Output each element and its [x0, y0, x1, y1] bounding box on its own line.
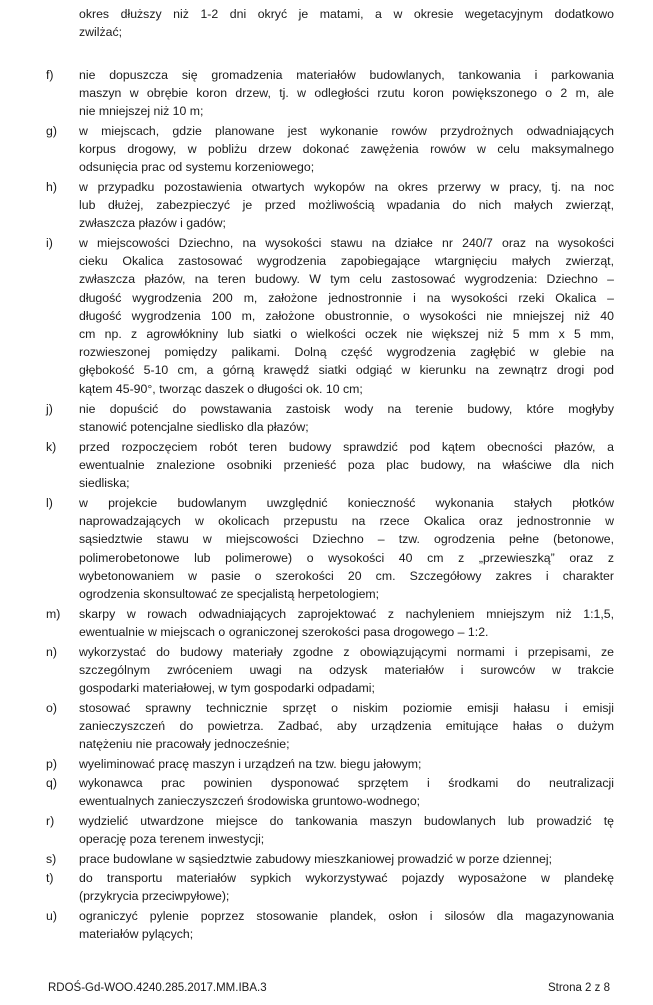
text-line: ewentualnie znalezione osobniki przenieść poza plac budowy, na właściwe dla nich: [79, 458, 614, 473]
text-line: okres dłuższy niż 1-2 dni okryć je matami, a w okresie wegetacyjnym dodatkowo: [79, 7, 614, 21]
list-item: [46, 699, 614, 754]
list-item: [46, 66, 614, 121]
list-item-text: [79, 869, 614, 905]
list-item: [46, 643, 614, 698]
list-item-text: [79, 699, 614, 754]
text-line: ogrodzenia skonsultować ze specjalistą herpetologiem;: [79, 587, 380, 602]
text-line: długość wygrodzenia 100 m, założone obustronnie, o wysokości nie mniejszej niż 40: [79, 308, 614, 323]
text-line: zwłaszcza płazów i gadów;: [79, 216, 226, 231]
list-item-text: [79, 605, 614, 641]
list-item: [46, 850, 614, 868]
text-line: nie dopuścić do powstawania zastoisk wody na terenie budowy, które mogłyby: [79, 402, 614, 416]
text-line: rozwieszonej pomiędzy palikami. Dolną część wygrodzenia zagłębić w glebie na: [79, 345, 614, 360]
list-item: [46, 178, 614, 233]
list-item-text: [79, 400, 614, 436]
text-line: naprowadzających w okolicach przepustu na rzece Okalica oraz jednostronnie w: [79, 514, 614, 529]
text-line: ograniczyć pylenie poprzez stosowanie plandek, osłon i silosów dla magazynowania: [79, 909, 614, 923]
list-item-letter: p): [46, 757, 57, 771]
list-item-text: [79, 122, 614, 177]
list-item: [46, 234, 614, 398]
text-line: maszyn w obrębie koron drzew, tj. w odległości rzutu koron powiększonego o 2 m, ale: [79, 86, 614, 101]
text-line: wydzielić utwardzone miejsce do tankowania maszyn budowlanych lub prowadzić tę: [79, 814, 614, 828]
text-line: zwłaszcza płazów, na teren budowy. W tym celu zastosować wygrodzenia: Dziechno –: [79, 272, 614, 287]
text-line: szczególnym zwróceniem uwagi na odzysk materiałów i surowców w trakcie: [79, 663, 614, 678]
text-line: materiałów pylących;: [79, 927, 194, 942]
list-item-letter: r): [46, 814, 55, 828]
list-item-letter: t): [46, 871, 54, 885]
page-number: Strona 2 z 8: [547, 982, 610, 994]
list-item: [46, 907, 614, 943]
text-line: w przypadku pozostawienia otwartych wykopów na okres przerwy w pracy, tj. na noc: [79, 180, 614, 194]
list-item-letter: f): [46, 68, 54, 82]
text-line: prace budowlane w sąsiedztwie zabudowy mieszkaniowej prowadzić w porze dziennej;: [79, 852, 552, 866]
text-line: polimerobetonowe lub polimerowe) o wysokości 40 cm z „przewieszką” oraz z: [79, 550, 614, 565]
list-item-text: [79, 850, 614, 868]
text-line: korpus drogowy, w pobliżu drzew dokonać zawężenia rowów w celu maksymalnego: [79, 142, 614, 157]
text-line: do transportu materiałów sypkich wykorzystywać pojazdy wyposażone w plandekę: [79, 871, 614, 885]
list-item-letter: o): [46, 701, 57, 715]
list-item-text: [79, 494, 614, 603]
text-line: cm np. z agrowłókniny lub siatki o wielkości oczek nie większej niż 5 mm x 5 mm,: [79, 327, 614, 342]
list-item-text: [79, 755, 614, 773]
list-item-letter: q): [46, 776, 57, 790]
list-item-letter: u): [46, 909, 57, 923]
list-item-text: [79, 812, 614, 848]
text-line: głębokość 5-10 cm, a górną krawędź siatki odgiąć w kierunku na zewnątrz drogi pod: [79, 363, 614, 378]
text-line: długość wygrodzenia 200 m, założone jednostronnie i na wysokości rzeki Okalica –: [79, 290, 614, 305]
list-item-letter: k): [46, 440, 57, 454]
text-line: wyeliminować pracę maszyn i urządzeń na tzw. biegu jałowym;: [79, 757, 422, 771]
document-reference: RDOŚ-Gd-WOO.4240.285.2017.MM.IBA.3: [48, 982, 267, 994]
text-line: ewentualnych zanieczyszczeń środowiska gruntowo-wodnego;: [79, 794, 421, 809]
list-item: [46, 605, 614, 641]
list-item-text: [79, 438, 614, 493]
list-item-text: [79, 234, 614, 398]
text-line: gospodarki materiałowej, w tym gospodarki odpadami;: [79, 681, 375, 696]
text-line: skarpy w rowach odwadniających zaprojektować z nachyleniem mniejszym niż 1:1,5,: [79, 607, 614, 621]
text-line: wykonawca prac powinien dysponować sprzętem i środkami do neutralizacji: [79, 776, 614, 790]
text-line: zwilżać;: [79, 25, 123, 40]
list-item-letter: h): [46, 180, 57, 194]
text-line: nie mniejszej niż 10 m;: [79, 104, 204, 119]
text-line: przed rozpoczęciem robót teren budowy sprawdzić pod kątem obecności płazów, a: [79, 440, 614, 454]
list-item: [46, 122, 614, 177]
list-item: [46, 869, 614, 905]
text-line: natężeniu nie pracowały jednocześnie;: [79, 737, 290, 752]
list-item-letter: m): [46, 607, 61, 621]
text-line: operację poza terenem inwestycji;: [79, 832, 265, 847]
text-line: w miejscach, gdzie planowane jest wykonanie rowów przydrożnych odwadniających: [79, 124, 614, 138]
list-item: [46, 5, 614, 41]
list-item-letter: i): [46, 236, 53, 250]
text-line: stosować sprawny technicznie sprzęt o niskim poziomie emisji hałasu i emisji: [79, 701, 614, 715]
text-line: (przykrycia przeciwpyłowe);: [79, 889, 230, 904]
text-line: zanieczyszczeń do powietrza. Zadbać, aby urządzenia emitujące hałas o dużym: [79, 719, 614, 734]
list-item-letter: g): [46, 124, 57, 138]
text-line: lub dłużej, zabezpieczyć je przed możliwością wpadania do nich małych zwierząt,: [79, 198, 614, 213]
text-line: odsunięcia prac od systemu korzeniowego;: [79, 160, 315, 175]
text-line: sąsiedztwie stawu w miejscowości Dziechno – tzw. ogrodzenia pełne (betonowe,: [79, 532, 614, 547]
list-item-text: [79, 178, 614, 233]
list-item-text: [79, 5, 614, 41]
list-item-text: [79, 643, 614, 698]
list-item: [46, 438, 614, 493]
text-line: w miejscowości Dziechno, na wysokości stawu na działce nr 240/7 oraz na wysokości: [79, 236, 614, 250]
text-line: wybetonowaniem w pasie o szerokości 20 cm. Szczegółowy zakres i charakter: [79, 568, 614, 583]
list-item: [46, 812, 614, 848]
text-line: cieku Okalica zastosować wygrodzenia zapobiegające wtargnięciu małych zwierząt,: [79, 254, 614, 269]
text-line: wykorzystać do budowy materiały zgodne z obowiązującymi normami i przepisami, ze: [79, 645, 614, 659]
list-item-letter: s): [46, 852, 57, 866]
list-item-text: [79, 907, 614, 943]
text-line: kątem 45-90°, tworząc daszek o długości ok. 10 cm;: [79, 381, 363, 396]
list-item: [46, 774, 614, 810]
list-item-letter: j): [46, 402, 53, 416]
list-item: [46, 494, 614, 603]
text-line: stanowić potencjalne siedlisko dla płazów;: [79, 420, 309, 435]
list-item-letter: n): [46, 645, 57, 659]
list-item-text: [79, 66, 614, 121]
list-item-letter: l): [46, 496, 53, 510]
text-line: nie dopuszcza się gromadzenia materiałów budowlanych, tankowania i parkowania: [79, 68, 614, 82]
text-line: siedliska;: [79, 476, 130, 491]
text-line: w projekcie budowlanym uwzględnić konieczność wykonania stałych płotków: [79, 496, 614, 510]
text-line: ewentualnie w miejscach o ograniczonej szerokości pasa drogowego – 1:2.: [79, 625, 489, 640]
list-item-text: [79, 774, 614, 810]
list-item: [46, 400, 614, 436]
list-item: [46, 755, 614, 773]
